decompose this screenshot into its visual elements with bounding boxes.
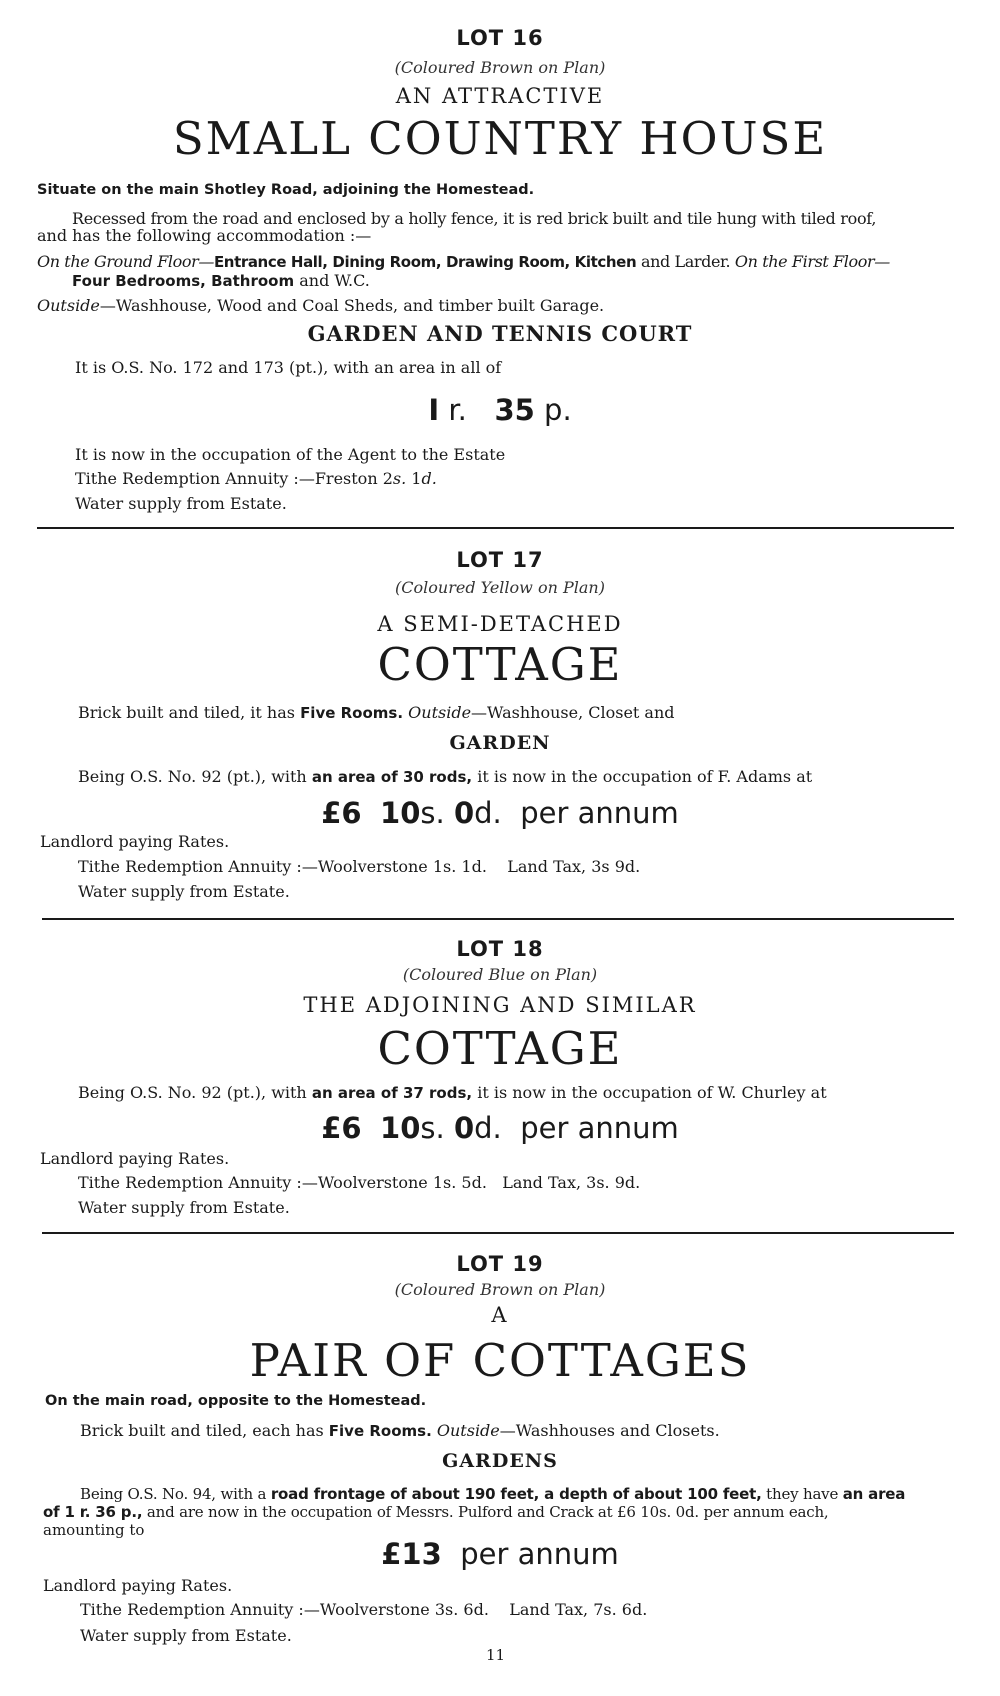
lot17-subheading: GARDEN — [449, 732, 551, 754]
desc-tail: —Washhouse, Closet and — [471, 703, 675, 722]
tithe-text: Tithe Redemption Annuity :—Woolverstone 1s. 1d. — [78, 857, 487, 876]
lot16-kicker: AN ATTRACTIVE — [395, 84, 605, 108]
rent-pence: 0 — [453, 1111, 475, 1145]
os-text: Being O.S. No. 94, with a — [80, 1485, 267, 1503]
land-tax: Land Tax, 3s. 9d. — [502, 1173, 641, 1192]
lot19-plan-note: (Coloured Brown on Plan) — [394, 1280, 606, 1299]
tithe-text: Tithe Redemption Annuity :—Freston 2 — [75, 469, 393, 488]
lot19-heading: PAIR OF COTTAGES — [249, 1334, 751, 1387]
lot16-subheading: GARDEN AND TENNIS COURT — [307, 321, 693, 346]
desc-bold: Five Rooms. — [300, 704, 404, 722]
rent-d: d. — [474, 1111, 502, 1145]
tithe-text: Tithe Redemption Annuity :—Woolverstone 3s. 6d. — [80, 1600, 489, 1619]
first-floor-and: and W.C. — [299, 271, 370, 290]
lot16-heading: SMALL COUNTRY HOUSE — [172, 112, 828, 165]
lot16-occupation: It is now in the occupation of the Agent to the Estate — [75, 445, 506, 464]
lot17-plan-note: (Coloured Yellow on Plan) — [395, 578, 605, 597]
ground-floor-rooms: Entrance Hall, Dining Room, Drawing Room, Kitchen — [213, 253, 637, 271]
divider — [42, 1232, 954, 1234]
ground-floor-label: On the Ground Floor— — [37, 252, 214, 271]
lot19-os-line1 — [80, 1485, 905, 1503]
lot19-rates: Landlord paying Rates. — [43, 1576, 233, 1595]
area-perches: 35 — [494, 393, 535, 427]
lot19-rent — [0, 1537, 1000, 1571]
lot19-os-line2 — [43, 1503, 828, 1521]
lot19-desc — [80, 1421, 720, 1440]
os-bold-area: an area — [842, 1485, 906, 1503]
lot16-desc-line2: and has the following accommodation :— — [37, 226, 372, 245]
rent-shillings: 10 — [380, 1111, 421, 1145]
rent-s: s. — [420, 796, 445, 830]
lot16-plan-note: (Coloured Brown on Plan) — [394, 58, 606, 77]
os-bold: an area of 30 rods, — [311, 768, 473, 786]
lot16-first-floor — [72, 271, 370, 290]
tithe-d: d. — [421, 469, 437, 488]
desc-outside: Outside — [436, 1421, 500, 1440]
tithe-text: Tithe Redemption Annuity :—Woolverstone 1s. 5d. — [78, 1173, 487, 1192]
lot18-number: LOT 18 — [456, 937, 544, 961]
page-number: 11 — [486, 1646, 506, 1664]
rent-d: d. — [474, 796, 502, 830]
lot18-water: Water supply from Estate. — [78, 1198, 290, 1217]
ground-floor-and: and Larder. — [640, 252, 731, 271]
area-perches-unit: p. — [544, 393, 572, 427]
lot17-heading: COTTAGE — [377, 638, 623, 691]
rent-pounds: £6 — [321, 796, 362, 830]
lot17-rates: Landlord paying Rates. — [40, 832, 230, 851]
area-roods: I — [428, 393, 440, 427]
desc-tail: —Washhouses and Closets. — [499, 1421, 720, 1440]
land-tax: Land Tax, 7s. 6d. — [509, 1600, 648, 1619]
lot19-situate: On the main road, opposite to the Homestead. — [45, 1393, 427, 1409]
lot17-water: Water supply from Estate. — [78, 882, 290, 901]
rent-pounds: £13 — [381, 1537, 442, 1571]
land-tax: Land Tax, 3s 9d. — [507, 857, 641, 876]
lot17-rent — [0, 796, 1000, 830]
first-floor-rooms: Four Bedrooms, Bathroom — [72, 272, 295, 290]
os-bold: an area of 37 rods, — [311, 1084, 473, 1102]
lot16-situate: Situate on the main Shotley Road, adjoining the Homestead. — [37, 182, 535, 198]
area-roods-unit: r. — [448, 393, 467, 427]
lot18-plan-note: (Coloured Blue on Plan) — [402, 965, 598, 984]
divider — [37, 527, 954, 529]
rent-tail: per annum — [460, 1537, 619, 1571]
os-text: Being O.S. No. 92 (pt.), with — [78, 1083, 307, 1102]
desc-text: Brick built and tiled, it has — [78, 703, 295, 722]
lot17-number: LOT 17 — [456, 548, 544, 572]
lot18-heading: COTTAGE — [377, 1022, 623, 1075]
os-tail: it is now in the occupation of F. Adams at — [477, 767, 813, 786]
lot18-kicker: THE ADJOINING AND SIMILAR — [303, 993, 697, 1017]
rent-s: s. — [420, 1111, 445, 1145]
os-bold: road frontage of about 190 feet, a depth of about 100 feet, — [270, 1485, 762, 1503]
desc-outside: Outside — [408, 703, 472, 722]
lot18-os-line — [78, 1083, 827, 1102]
desc-bold: Five Rooms. — [328, 1422, 432, 1440]
lot17-tithe — [78, 857, 640, 876]
lot19-subheading: GARDENS — [442, 1450, 558, 1472]
rent-tail: per annum — [520, 796, 679, 830]
rent-pounds: £6 — [321, 1111, 362, 1145]
lot16-water: Water supply from Estate. — [75, 494, 287, 513]
os-occupation: and are now in the occupation of Messrs. Pulford and Crack at £6 10s. 0d. per annum each, — [146, 1503, 829, 1521]
os-area: of 1 r. 36 p., — [43, 1503, 143, 1521]
lot19-kicker: A — [491, 1303, 509, 1327]
desc-text: Brick built and tiled, each has — [80, 1421, 324, 1440]
lot16-outside — [37, 296, 604, 315]
lot16-ground-floor — [37, 252, 890, 271]
rent-shillings: 10 — [380, 796, 421, 830]
lot18-rent — [0, 1111, 1000, 1145]
lot18-rates: Landlord paying Rates. — [40, 1149, 230, 1168]
lot19-os-line3: amounting to — [43, 1521, 145, 1539]
lot19-tithe — [80, 1600, 647, 1619]
lot18-tithe — [78, 1173, 640, 1192]
lot16-number: LOT 16 — [456, 26, 544, 50]
lot16-area — [0, 393, 1000, 427]
os-text: Being O.S. No. 92 (pt.), with — [78, 767, 307, 786]
lot16-os-line: It is O.S. No. 172 and 173 (pt.), with an area in all of — [75, 358, 502, 377]
lot16-desc-line1: Recessed from the road and enclosed by a holly fence, it is red brick built and tile hung with tiled roof, — [72, 209, 877, 228]
lot16-tithe — [75, 469, 437, 488]
outside-label: Outside — [37, 296, 100, 315]
rent-pence: 0 — [453, 796, 475, 830]
first-floor-label: On the First Floor— — [734, 252, 890, 271]
lot17-kicker: A SEMI-DETACHED — [377, 612, 623, 636]
tithe-num: 1 — [411, 469, 422, 488]
lot19-water: Water supply from Estate. — [80, 1626, 292, 1645]
rent-tail: per annum — [520, 1111, 679, 1145]
os-tail: it is now in the occupation of W. Churley at — [477, 1083, 827, 1102]
os-mid: they have — [766, 1485, 839, 1503]
lot19-number: LOT 19 — [456, 1252, 544, 1276]
lot17-os-line — [78, 767, 812, 786]
divider — [42, 918, 954, 920]
lot17-desc — [78, 703, 675, 722]
outside-text: —Washhouse, Wood and Coal Sheds, and timber built Garage. — [99, 296, 605, 315]
tithe-s: s. — [392, 469, 407, 488]
